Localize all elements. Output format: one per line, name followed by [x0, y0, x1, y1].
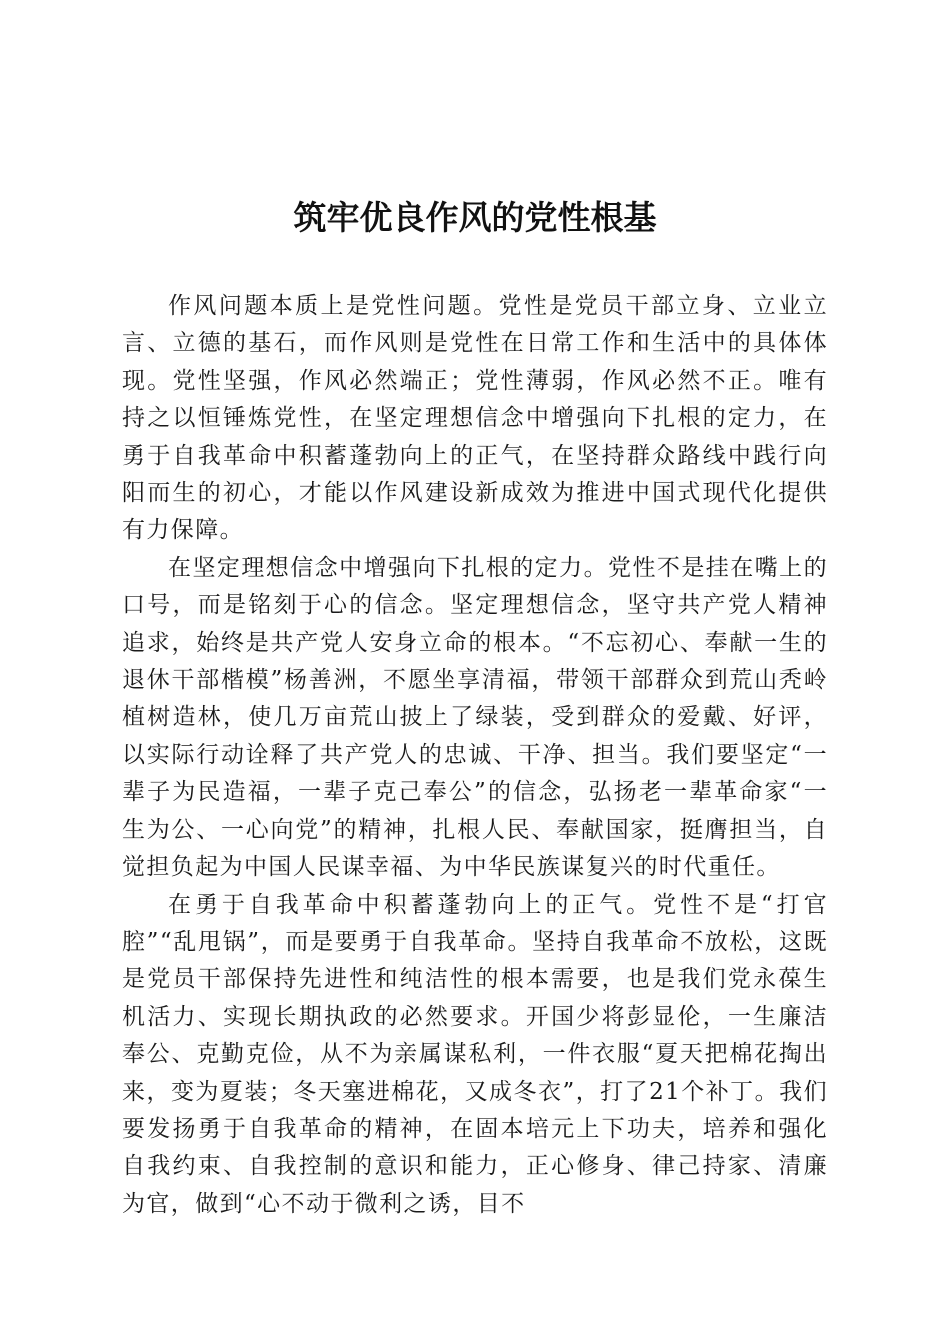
paragraph-intro: 作风问题本质上是党性问题。党性是党员干部立身、立业立言、立德的基石，而作风则是党性在日常工作和生活中的具体体现。党性坚强，作风必然端正；党性薄弱，作风必然不正。唯有持之以恒锤炼党性，在坚定理想信念中增强向下扎根的定力，在勇于自我革命中积蓄蓬勃向上的正气，在坚持群众路线中践行向阳而生的初心，才能以作风建设新成效为推进中国式现代化提供有力保障。 — [122, 293, 828, 544]
paragraph-ideals: 在坚定理想信念中增强向下扎根的定力。党性不是挂在嘴上的口号，而是铭刻于心的信念。坚定理想信念，坚守共产党人精神追求，始终是共产党人安身立命的根本。“不忘初心、奉献一生的退休干部楷模”杨善洲，不愿坐享清福，带领干部群众到荒山秃岭植树造林，使几万亩荒山披上了绿装，受到群众的爱戴、好评，以实际行动诠释了共产党人的忠诚、干净、担当。我们要坚定“一辈子为民造福，一辈子克己奉公”的信念，弘扬老一辈革命家“一生为公、一心向党”的精神，扎根人民、奉献国家，挺膺担当，自觉担负起为中国人民谋幸福、为中华民族谋复兴的时代重任。 — [122, 554, 828, 881]
paragraph-self-revolution: 在勇于自我革命中积蓄蓬勃向上的正气。党性不是“打官腔”“乱甩锅”，而是要勇于自我革命。坚持自我革命不放松，这既是党员干部保持先进性和纯洁性的根本需要，也是我们党永葆生机活力、实现长期执政的必然要求。开国少将彭显伦，一生廉洁奉公、克勤克俭，从不为亲属谋私利，一件衣服“夏天把棉花掏出来，变为夏装；冬天塞进棉花，又成冬衣”，打了21个补丁。我们要发扬勇于自我革命的精神，在固本培元上下功夫，培养和强化自我约束、自我控制的意识和能力，正心修身、律己持家、清廉为官，做到“心不动于微利之诱，目不 — [122, 891, 828, 1217]
document-body — [122, 288, 828, 1223]
document-title: 筑牢优良作风的党性根基 — [293, 198, 657, 237]
